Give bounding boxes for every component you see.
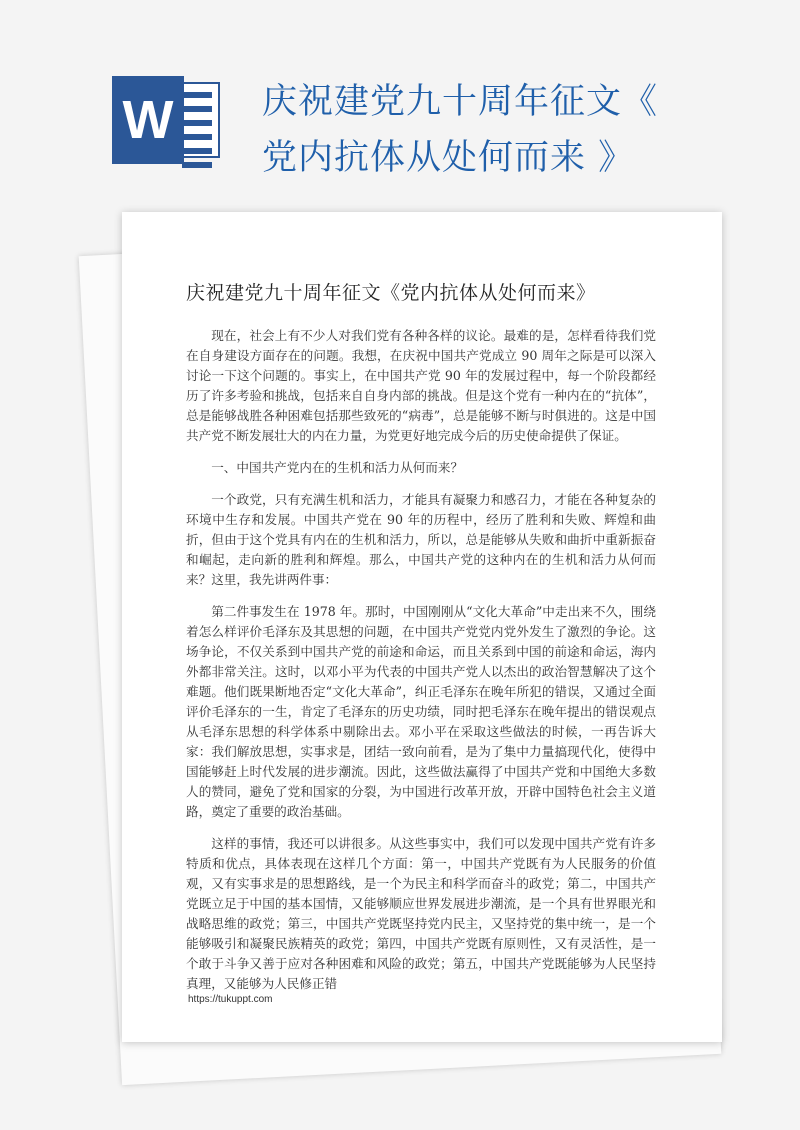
word-document-icon	[112, 76, 222, 164]
preview-header	[0, 0, 800, 210]
word-icon-letter: W	[112, 76, 184, 164]
section-heading: 一、中国共产党内在的生机和活力从何而来？	[211, 460, 464, 475]
preview-title: 庆祝建党九十周年征文《 党内抗体从处何而来 》	[262, 82, 659, 178]
paragraph-traits: 这样的事情，我还可以讲很多。从这些事实中，我们可以发现中国共产党有许多特质和优点，具体表现在这样几个方面：第一，中国共产党既有为人民服务的价值观，又有实事求是的思想路线，是一个为民主和科学而奋斗的政党；第二，中国共产党既立足于中国的基本国情，又能够顺应世界发展进步潮流，是一个具有世界眼光和战略思维的政党；第三，中国共产党既坚持党内民主，又坚持党的集中统一，是一个能够吸引和凝聚民族精英的政党；第四，中国共产党既有原则性，又有灵活性，是一个敢于斗争又善于应对各种困难和风险的政党；第五，中国共产党既能够为人民坚持真理，又能够为人民修正错	[186, 836, 656, 991]
paragraph-1978: 第二件事发生在 1978 年。那时，中国刚刚从“文化大革命”中走出来不久，围绕着怎么样评价毛泽东及其思想的问题，在中国共产党党内党外发生了激烈的争论。这场争论，不仅关系到中国共产党的前途和命运，而且关系到中国的前途和命运，海内外都非常关注。这时，以邓小平为代表的中国共产党人以杰出的政治智慧解决了这个难题。他们既果断地否定“文化大革命”，纠正毛泽东在晚年所犯的错误，又通过全面评价毛泽东的一生，肯定了毛泽东的历史功绩，同时把毛泽东在晚年提出的错误观点从毛泽东思想的科学体系中剔除出去。邓小平在采取这些做法的时候，一再告诉大家：我们解放思想，实事求是，团结一致向前看，是为了集中力量搞现代化，使得中国能够赶上时代发展的进步潮流。因此，这些做法赢得了中国共产党和中国绝大多数人的赞同，避免了党和国家的分裂，为中国进行改革开放，开辟中国特色社会主义道路，奠定了重要的政治基础。	[186, 604, 656, 819]
article-title: 庆祝建党九十周年征文《党内抗体从处何而来》	[186, 282, 596, 304]
document-page	[122, 212, 722, 1042]
article-body	[186, 326, 656, 1006]
source-link[interactable]: https://tukuppt.com	[188, 994, 273, 1005]
paragraph-intro: 现在，社会上有不少人对我们党有各种各样的议论。最难的是，怎样看待我们党在自身建设方面存在的问题。我想，在庆祝中国共产党成立 90 周年之际是可以深入讨论一下这个问题的。事实上，在中国共产党 90 年的发展过程中，每一个阶段都经历了许多考验和挑战，包括来自自身内部的挑战。但是这个党有一种内在的“抗体”，总是能够战胜各种困难包括那些致死的“病毒”，总是能够不断与时俱进的。这是中国共产党不断发展壮大的内在力量，为党更好地完成今后的历史使命提供了保证。	[186, 328, 656, 443]
paragraph-vitality: 一个政党，只有充满生机和活力，才能具有凝聚力和感召力，才能在各种复杂的环境中生存和发展。中国共产党在 90 年的历程中，经历了胜利和失败、辉煌和曲折，但由于这个党具有内在的生机和活力，所以，总是能够从失败和曲折中重新振奋和崛起，走向新的胜利和辉煌。那么，中国共产党的这种内在的生机和活力从何而来？这里，我先讲两件事：	[186, 492, 656, 587]
